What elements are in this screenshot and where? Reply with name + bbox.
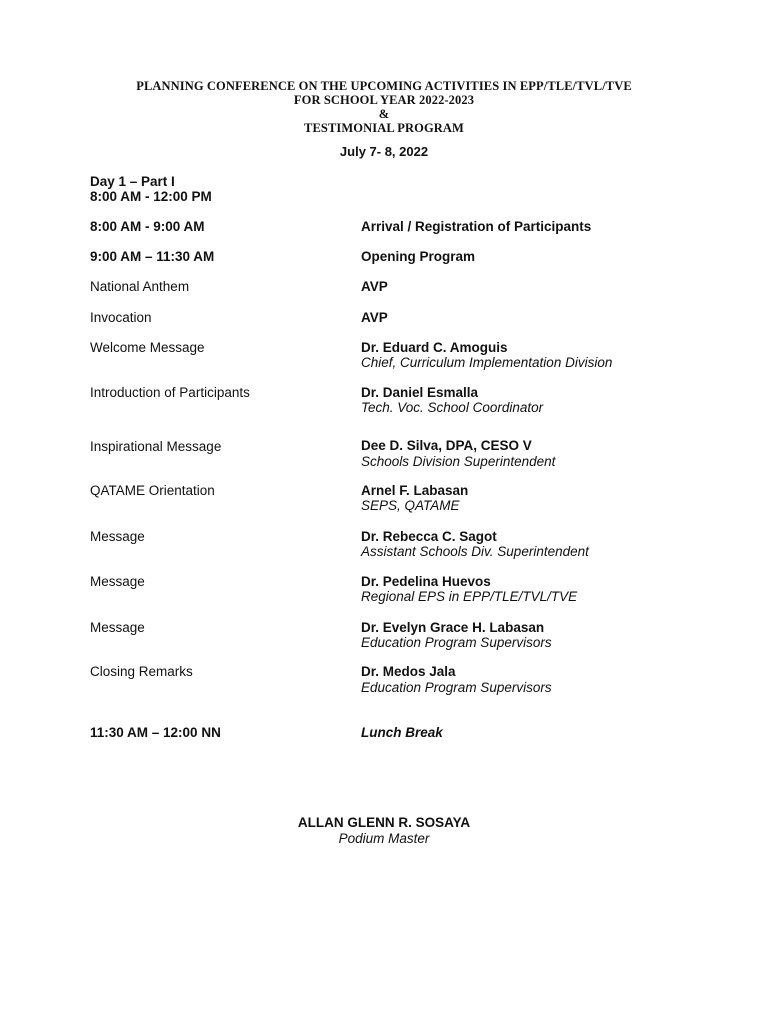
presenter-name: Dr. Daniel Esmalla (361, 385, 479, 400)
schedule-activity: Opening Program (361, 249, 476, 264)
presenter-title: Education Program Supervisors (361, 635, 552, 650)
program-part: Invocation (90, 310, 152, 325)
title-line: TESTIMONIAL PROGRAM (304, 121, 464, 135)
program-part: Inspirational Message (90, 439, 222, 454)
program-part: Introduction of Participants (90, 385, 250, 400)
program-part: National Anthem (90, 279, 190, 294)
title-line: & (378, 107, 390, 121)
program-date: July 7- 8, 2022 (339, 144, 429, 159)
program-part: Welcome Message (90, 340, 205, 355)
day-time: 8:00 AM - 12:00 PM (90, 189, 212, 204)
schedule-time: 9:00 AM – 11:30 AM (90, 249, 215, 264)
presenter-name: AVP (361, 279, 388, 294)
presenter-title: Regional EPS in EPP/TLE/TVL/TVE (361, 589, 578, 604)
program-part: QATAME Orientation (90, 483, 215, 498)
day-label: Day 1 – Part I (90, 174, 175, 189)
program-part: Message (90, 574, 145, 589)
schedule-activity: Arrival / Registration of Participants (361, 219, 592, 234)
presenter-title: Tech. Voc. School Coordinator (361, 400, 544, 415)
presenter-name: Dr. Rebecca C. Sagot (361, 529, 497, 544)
program-part: Message (90, 620, 145, 635)
program-part: Message (90, 529, 145, 544)
presenter-title: Assistant Schools Div. Superintendent (361, 544, 589, 559)
presenter-title: Chief, Curriculum Implementation Division (361, 355, 613, 370)
title-line: PLANNING CONFERENCE ON THE UPCOMING ACTIVITIES IN EPP/TLE/TVL/TVE (136, 79, 632, 93)
presenter-name: Dr. Evelyn Grace H. Labasan (361, 620, 545, 635)
presenter-name: Dr. Medos Jala (361, 664, 456, 679)
presenter-name: Dee D. Silva, DPA, CESO V (361, 438, 532, 453)
schedule-activity: Lunch Break (361, 725, 443, 740)
presenter-title: Education Program Supervisors (361, 680, 552, 695)
schedule-time: 11:30 AM – 12:00 NN (90, 725, 221, 740)
signatory-role: Podium Master (338, 831, 430, 846)
program-part: Closing Remarks (90, 664, 193, 679)
presenter-title: Schools Division Superintendent (361, 454, 556, 469)
title-line: FOR SCHOOL YEAR 2022-2023 (293, 93, 475, 107)
presenter-name: Dr. Pedelina Huevos (361, 574, 491, 589)
schedule-time: 8:00 AM - 9:00 AM (90, 219, 205, 234)
presenter-name: Arnel F. Labasan (361, 483, 469, 498)
signatory-name: ALLAN GLENN R. SOSAYA (297, 815, 471, 830)
program-title (0, 79, 768, 135)
presenter-name: AVP (361, 310, 388, 325)
presenter-title: SEPS, QATAME (361, 498, 460, 513)
presenter-name: Dr. Eduard C. Amoguis (361, 340, 508, 355)
